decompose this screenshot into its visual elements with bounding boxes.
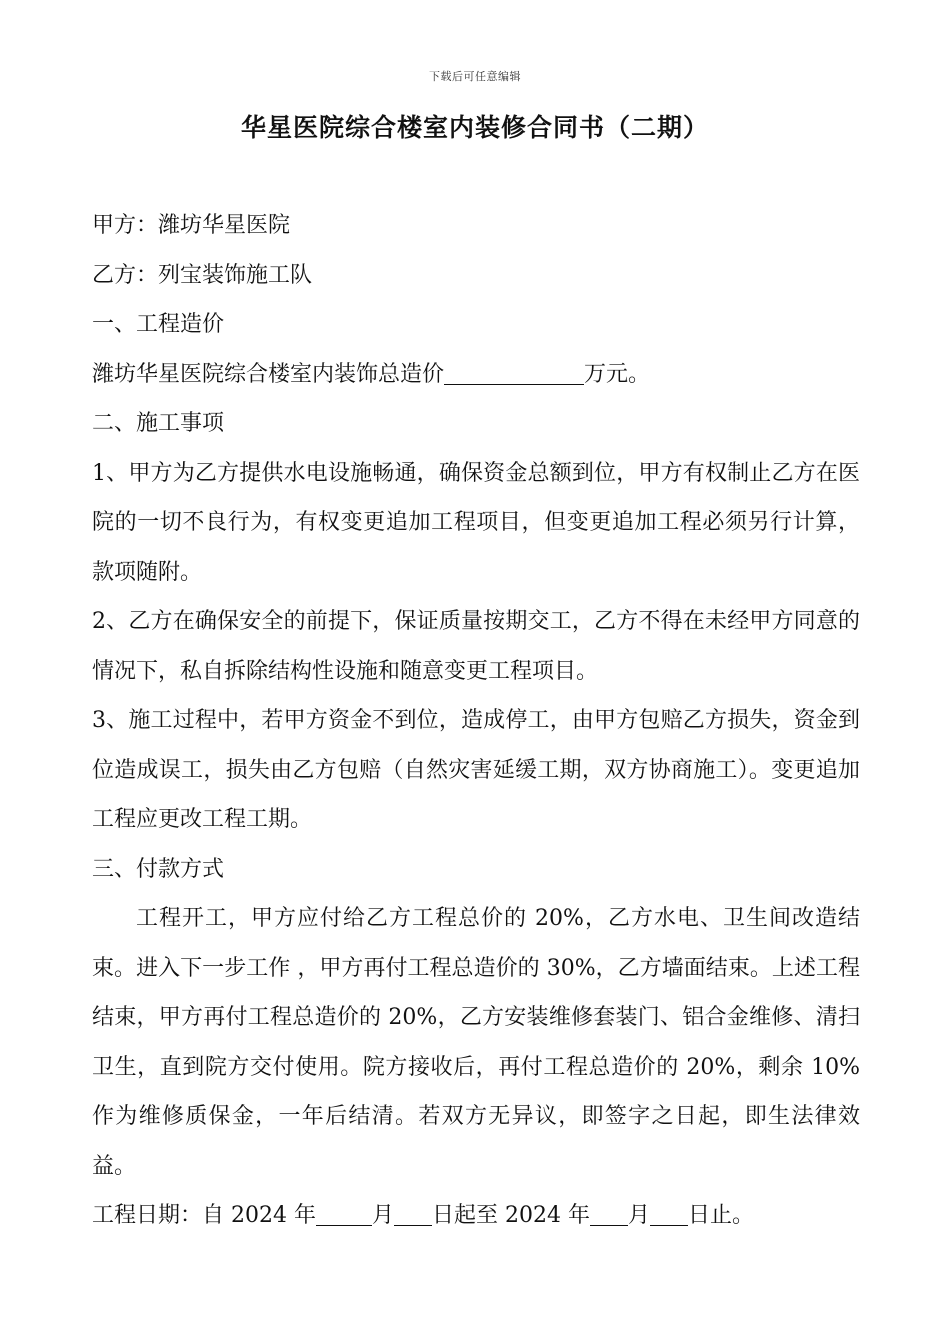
construction-item-3: 3、施工过程中，若甲方资金不到位，造成停工，由甲方包赔乙方损失，资金到位造成误工，损失由乙方包赔（自然灾害延缓工期，双方协商施工）。变更追加工程应更改工程工期。 (92, 708, 860, 832)
total-cost-blank (444, 362, 584, 385)
start-month-blank (316, 1203, 372, 1226)
section-3-heading: 三、付款方式 (92, 856, 225, 882)
start-day-blank (394, 1203, 432, 1226)
total-cost-text: 潍坊华星医院综合楼室内装饰总造价 (92, 361, 445, 387)
party-b-line: 乙方：列宝装饰施工队 (92, 262, 313, 288)
section-2-heading: 二、施工事项 (92, 411, 225, 436)
total-cost-unit: 万元。 (584, 361, 651, 387)
schedule-prefix: 工程日期：自 2024 年 (92, 1203, 316, 1228)
construction-item-1: 1、甲方为乙方提供水电设施畅通，确保资金总额到位，甲方有权制止乙方在医院的一切不良行为，有权变更追加工程项目，但变更追加工程必须另行计算，款项随附。 (92, 460, 860, 585)
header-note: 下载后可任意编辑 (429, 70, 521, 83)
party-a-line: 甲方：潍坊华星医院 (92, 213, 291, 238)
schedule-month-2: 月 (627, 1203, 650, 1228)
section-1-heading: 一、工程造价 (92, 312, 225, 337)
end-month-blank (590, 1203, 628, 1226)
contract-body (92, 201, 860, 1241)
payment-terms: 工程开工，甲方应付给乙方工程总价的 20%，乙方水电、卫生间改造结束。进入下一步工作 ，甲方再付工程总造价的 30%，乙方墙面结束。上述工程结束，甲方再付工程总造价的 20%，乙方安装维修套装门、铝合金维修、清扫卫生，直到院方交付使用。院方接收后，再付工程总造价的 20%，剩余 10%作为维修质保金，一年后结清。若双方无异议，即签字之日起，即生法律效益。 (92, 906, 860, 1179)
construction-item-2: 2、乙方在确保安全的前提下，保证质量按期交工，乙方不得在未经甲方同意的情况下，私自拆除结构性设施和随意变更工程项目。 (92, 609, 860, 684)
total-cost-line (92, 350, 860, 400)
end-day-blank (650, 1203, 688, 1226)
schedule-month-1: 月 (371, 1203, 394, 1228)
document-title: 华星医院综合楼室内装修合同书（二期） (240, 113, 709, 142)
schedule-line (92, 1191, 860, 1241)
schedule-day-2: 日止。 (688, 1203, 755, 1228)
schedule-day-1: 日起至 2024 年 (432, 1203, 590, 1228)
